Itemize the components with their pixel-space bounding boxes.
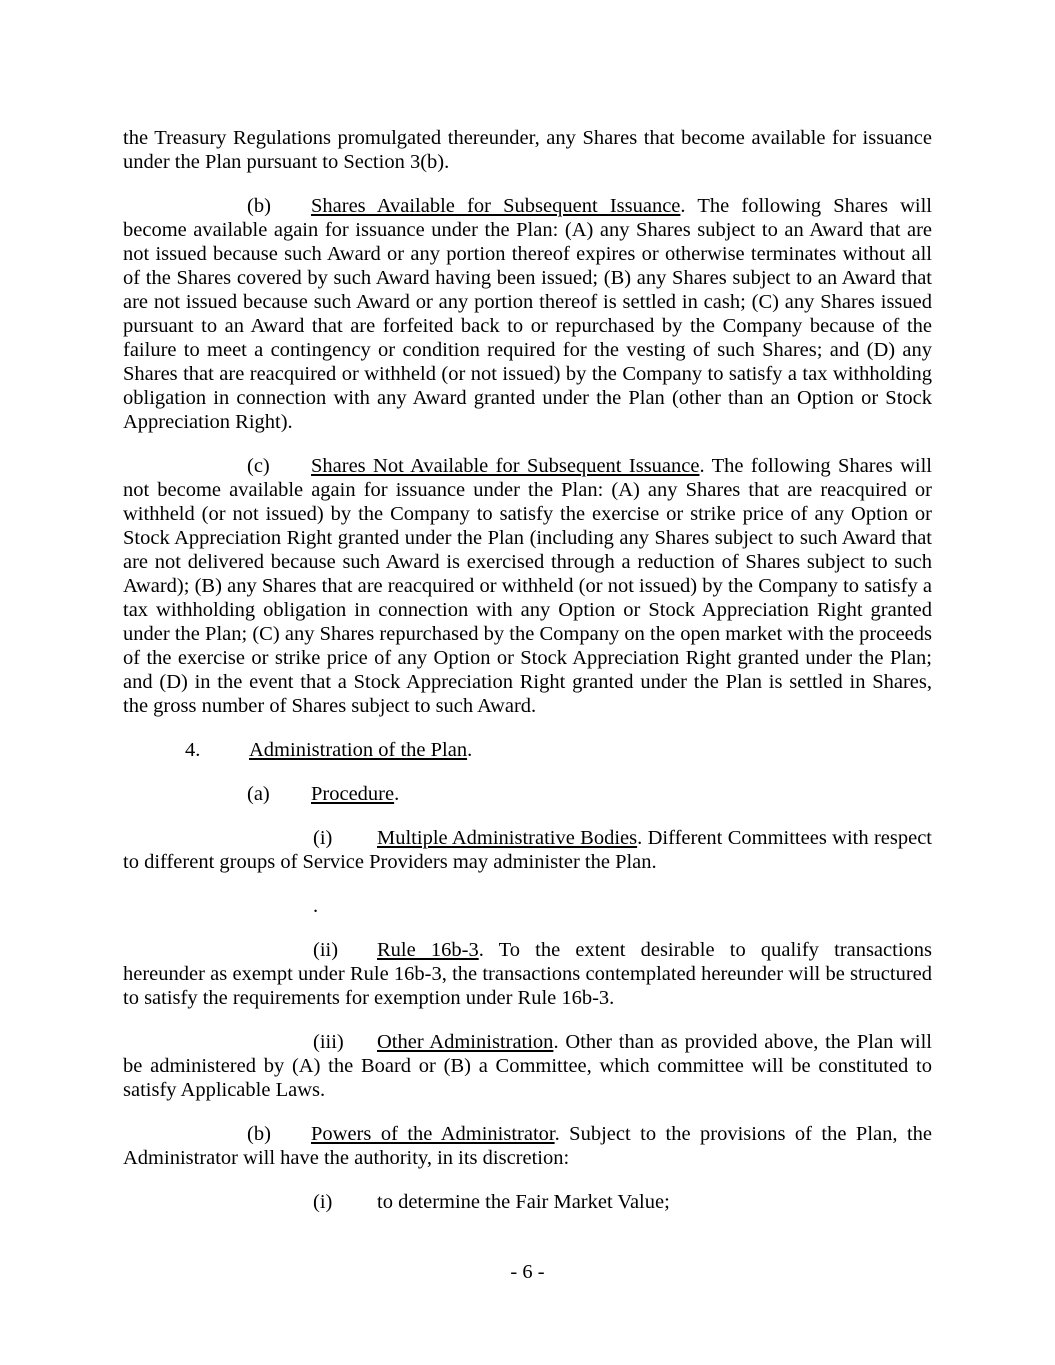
section-heading-underlined: Other Administration — [377, 1031, 554, 1053]
paragraph-procedure — [123, 782, 932, 806]
paragraph-continuation — [123, 126, 932, 174]
paragraph-text: . — [394, 783, 400, 805]
list-marker: (b) — [247, 1123, 271, 1145]
section-heading-underlined: Multiple Administrative Bodies — [377, 827, 638, 849]
section-heading-underlined: Procedure — [311, 783, 395, 805]
paragraph-text: . To the extent desirable to qualify transactions hereunder as exempt under Rule 16b-3, the transactions contemplated hereunder will be structured to satisfy the requirements for exemption under Rule 16b-3. — [123, 939, 933, 1009]
list-marker: (iii) — [313, 1031, 344, 1053]
paragraph-powers-of-administrator — [123, 1122, 932, 1170]
paragraph-text: . Different Committees with respect to different groups of Service Providers may administer the Plan. — [123, 827, 932, 873]
section-heading-underlined: Powers of the Administrator — [311, 1123, 555, 1145]
list-marker: (c) — [247, 455, 270, 477]
section-heading-underlined: Shares Not Available for Subsequent Issuance — [311, 455, 700, 477]
paragraph-determine-fair-market-value — [123, 1190, 932, 1214]
section-heading-underlined: Shares Available for Subsequent Issuance — [311, 195, 681, 217]
list-marker: (ii) — [313, 939, 339, 961]
paragraph-text: . The following Shares will not become available again for issuance under the Plan: (A) any Shares that are reacquired or withheld (or not issued) by the Company to satisfy the exercise or strike price of any Option or Stock Appreciation Right granted under the Plan (including any Shares subject to such Award that are not delivered because such Award is exercised through a reduction of Shares subject to such Award); (B) any Shares that are reacquired or withheld (or not issued) by the Company to satisfy a tax withholding obligation in connection with any Option or Stock Appreciation Right granted under the Plan; (C) any Shares repurchased by the Company on the open market with the proceeds of the exercise or strike price of any Option or Stock Appreciation Right granted under the Plan; and (D) in the event that a Stock Appreciation Right granted under the Plan is settled in Shares, the gross number of Shares subject to such Award. — [123, 455, 932, 717]
paragraph-text: . Other than as provided above, the Plan will be administered by (A) the Board or (B) a Committee, which committee will be constituted to satisfy Applicable Laws. — [123, 1031, 932, 1101]
list-marker: (i) — [313, 827, 333, 849]
paragraph-stray-period — [123, 894, 932, 918]
list-marker: (a) — [247, 783, 270, 805]
paragraph-text: . — [313, 895, 319, 917]
section-heading-underlined: Administration of the Plan — [249, 739, 468, 761]
section-heading-underlined: Rule 16b-3 — [377, 939, 479, 961]
paragraph-other-administration — [123, 1030, 932, 1102]
paragraph-multiple-admin-bodies — [123, 826, 932, 874]
paragraph-text: the Treasury Regulations promulgated thereunder, any Shares that become available for issuance under the Plan pursuant to Section 3(b). — [123, 127, 932, 173]
page-number: - 6 - — [510, 1261, 545, 1283]
paragraph-text: . Subject to the provisions of the Plan, the Administrator will have the authority, in its discretion: — [123, 1123, 932, 1169]
paragraph-shares-not-available — [123, 454, 932, 718]
list-marker: (b) — [247, 195, 271, 217]
paragraph-text: to determine the Fair Market Value; — [377, 1191, 670, 1213]
paragraph-text: . The following Shares will become available again for issuance under the Plan: (A) any Shares subject to an Award that are not issued because such Award or any portion thereof expires or otherwise terminates without all of the Shares covered by such Award having been issued; (B) any Shares subject to an Award that are not issued because such Award or any portion thereof is settled in cash; (C) any Shares issued pursuant to an Award that are forfeited back to or repurchased by the Company because of the failure to meet a contingency or condition required for the vesting of such Shares; and (D) any Shares that are reacquired or withheld (or not issued) by the Company to satisfy a tax withholding obligation in connection with any Award granted under the Plan (other than an Option or Stock Appreciation Right). — [123, 195, 932, 433]
paragraph-text: . — [467, 739, 473, 761]
list-marker: 4. — [185, 739, 201, 761]
list-marker: (i) — [313, 1191, 333, 1213]
paragraph-shares-available — [123, 194, 932, 434]
section-4-heading — [123, 738, 932, 762]
paragraph-rule-16b-3 — [123, 938, 932, 1010]
